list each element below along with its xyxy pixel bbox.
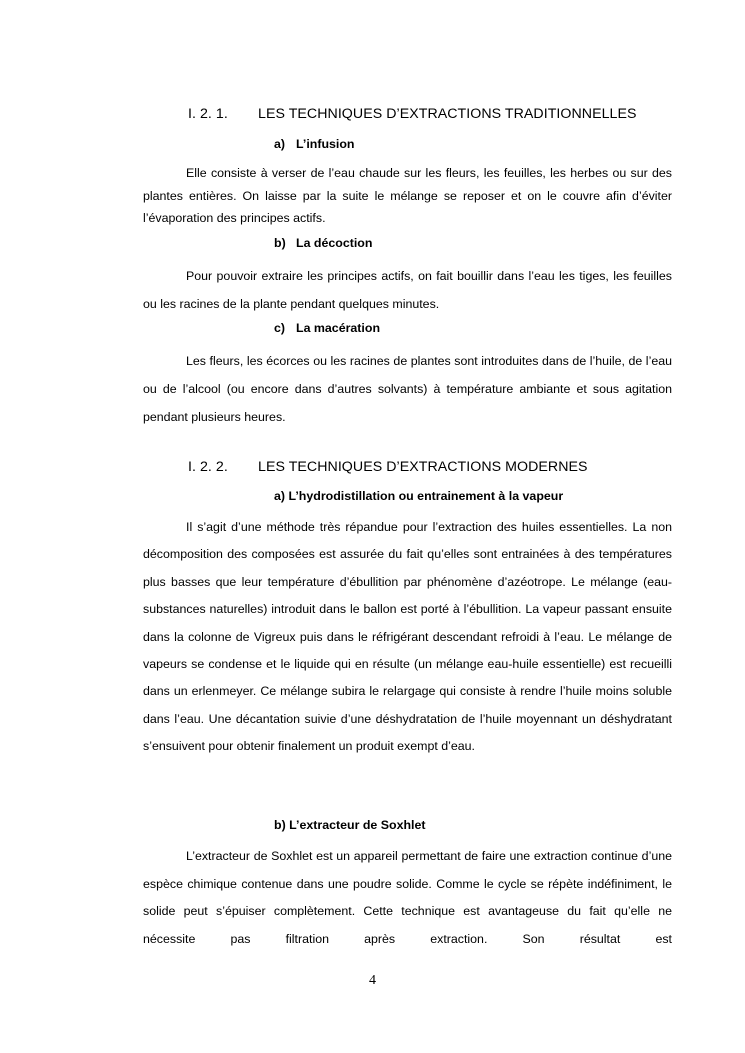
paragraph-text: Pour pouvoir extraire les principes actifs, on fait bouillir dans l’eau les tiges, les feuilles ou les racines de la plante pendant quelques minutes.: [143, 269, 672, 311]
subheading-letter: b): [274, 236, 286, 250]
paragraph-text: Elle consiste à verser de l’eau chaude sur les fleurs, les feuilles, les herbes ou sur des plantes entières. On laisse par la suite le mélange se reposer et on le couvre afin d’éviter l’évaporation des principes actifs.: [143, 166, 672, 225]
paragraph-infusion: [143, 162, 672, 230]
section-title: LES TECHNIQUES D’EXTRACTIONS MODERNES: [258, 459, 588, 475]
section-number: I. 2. 2.: [188, 459, 228, 475]
subheading-decoction: [274, 236, 372, 250]
paragraph-text: L’extracteur de Soxhlet est un appareil permettant de faire une extraction continue d’une espèce chimique contenue dans une poudre solide. Comme le cycle se répète indéfiniment, le solide peut s’épuiser complètement. Cette technique est avantageuse du fait qu’elle ne nécessite pas filtration après extraction. Son résultat est: [143, 849, 672, 946]
subheading-letter: a): [274, 137, 286, 151]
paragraph-hydrodistillation: [143, 514, 672, 761]
subheading-title: La décoction: [296, 236, 373, 250]
subheading-title: a) L’hydrodistillation ou entrainement à la vapeur: [274, 489, 564, 503]
section-number: I. 2. 1.: [188, 106, 228, 122]
subheading-soxhlet: [274, 818, 425, 832]
subheading-letter: c): [274, 321, 286, 335]
subheading-title: b) L’extracteur de Soxhlet: [274, 818, 426, 832]
subheading-infusion: [274, 137, 355, 151]
paragraph-maceration: [143, 347, 672, 431]
subheading-title: La macération: [296, 321, 381, 335]
paragraph-decoction: [143, 262, 672, 318]
paragraph-soxhlet: [143, 843, 672, 953]
subheading-hydrodistillation: [274, 489, 563, 503]
section-heading-1: [188, 106, 637, 122]
subheading-title: L’infusion: [296, 137, 355, 151]
section-heading-2: [188, 459, 588, 475]
section-title: LES TECHNIQUES D’EXTRACTIONS TRADITIONNELLES: [258, 106, 637, 122]
page-number: 4: [369, 973, 376, 988]
subheading-maceration: [274, 321, 380, 335]
paragraph-text: Les fleurs, les écorces ou les racines de plantes sont introduites dans de l’huile, de l’eau ou de l’alcool (ou encore dans d’autres solvants) à température ambiante et sous agitation pendant plusieurs heures.: [143, 354, 672, 424]
paragraph-text: Il s’agit d’une méthode très répandue pour l’extraction des huiles essentielles. La non décomposition des composées est assurée du fait qu’elles sont entrainées à des températures plus basses que leur température d’ébullition par phénomène d’azéotrope. Le mélange (eau-substances naturelles) introduit dans le ballon est porté à l’ébullition. La vapeur passant ensuite dans la colonne de Vigreux puis dans le réfrigérant descendant refroidi à l’eau. Le mélange de vapeurs se condense et le liquide qui en résulte (un mélange eau-huile essentielle) est recueilli dans un erlenmeyer. Ce mélange subira le relargage qui consiste à rendre l’huile moins soluble dans l’eau. Une décantation suivie d’une déshydratation de l’huile moyennant un déshydratant s’ensuivent pour obtenir finalement un produit exempt d’eau.: [143, 520, 672, 754]
